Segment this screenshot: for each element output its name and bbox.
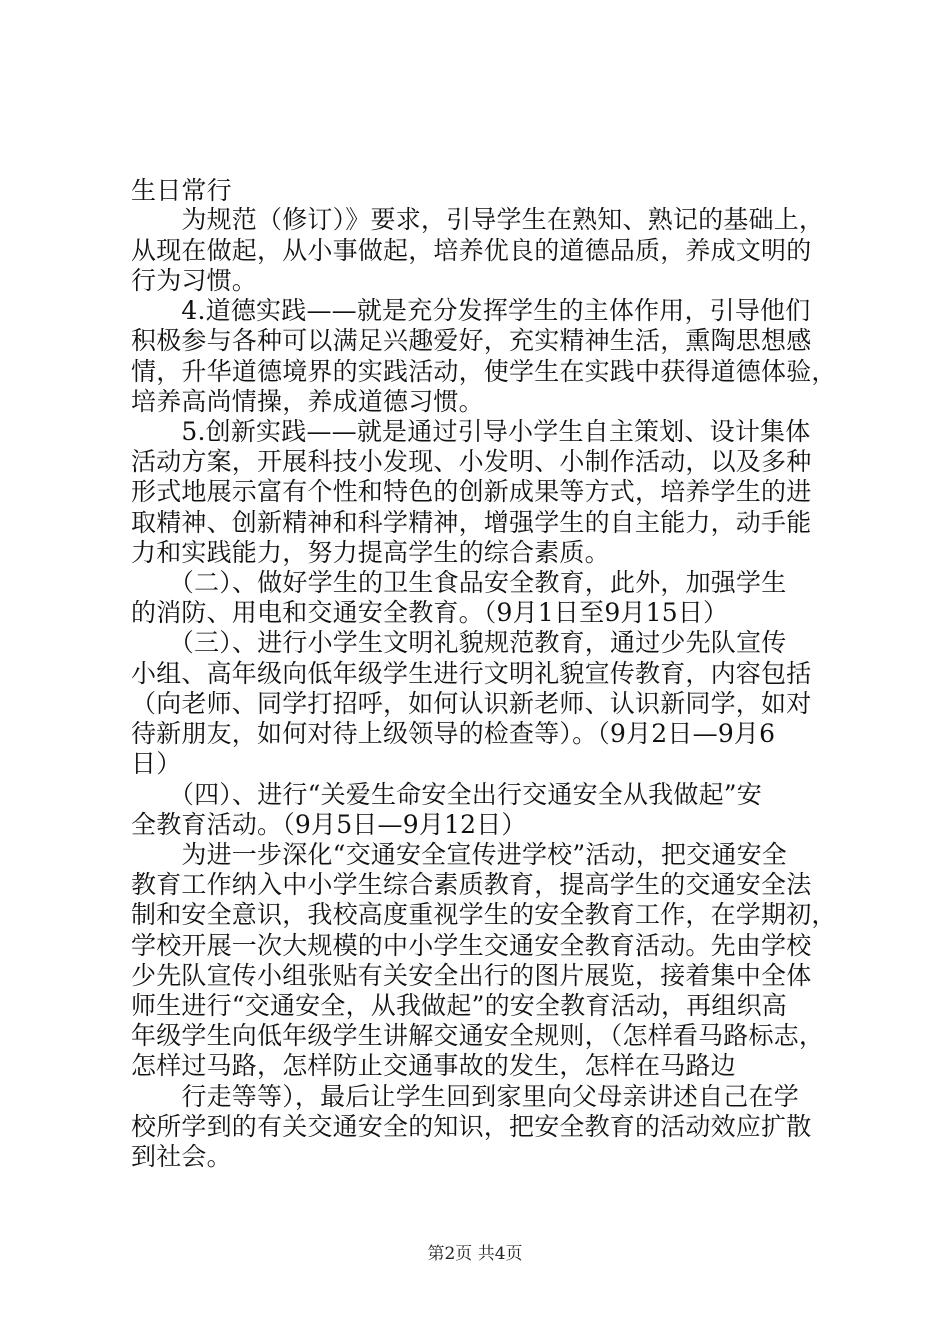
- text-line-25: 制和安全意识，我校高度重视学生的安全教育工作，在学期初，: [131, 900, 837, 929]
- text-line-30: 怎样过马路，怎样防止交通事故的发生，怎样在马路边: [131, 1051, 736, 1080]
- text-line-1: 生日常行: [131, 176, 232, 205]
- text-line-14: （二）、做好学生的卫生食品安全教育，此外，加强学生: [131, 568, 787, 597]
- text-line-3: 从现在做起，从小事做起，培养优良的道德品质，养成文明的: [131, 236, 812, 265]
- text-line-21: （四）、进行“关爱生命安全出行交通安全从我做起”安: [131, 780, 762, 809]
- text-line-2: 为规范（修订）》要求，引导学生在熟知、熟记的基础上，: [131, 205, 825, 234]
- text-line-4: 行为习惯。: [131, 266, 258, 295]
- text-line-5: 4.道德实践——就是充分发挥学生的主体作用，引导他们: [131, 296, 811, 325]
- text-line-17: 小组、高年级向低年级学生进行文明礼貌宣传教育，内容包括: [131, 659, 812, 688]
- text-line-15: 的消防、用电和交通安全教育。（9月1日至9月15日）: [131, 598, 729, 627]
- text-line-11: 形式地展示富有个性和特色的创新成果等方式，培养学生的进: [131, 477, 812, 506]
- text-line-8: 培养高尚情操，养成道德习惯。: [131, 387, 484, 416]
- text-line-6: 积极参与各种可以满足兴趣爱好，充实精神生活，熏陶思想感: [131, 326, 812, 355]
- text-line-22: 全教育活动。（9月5日—9月12日）: [131, 810, 527, 839]
- text-line-16: （三）、进行小学生文明礼貌规范教育，通过少先队宣传: [131, 628, 787, 657]
- text-line-9: 5.创新实践——就是通过引导小学生自主策划、设计集体: [131, 417, 811, 446]
- text-line-10: 活动方案，开展科技小发现、小发明、小制作活动，以及多种: [131, 447, 812, 476]
- text-line-12: 取精神、创新精神和科学精神，增强学生的自主能力，动手能: [131, 508, 812, 537]
- text-line-19: 待新朋友，如何对待上级领导的检查等）。（9月2日—9月6: [131, 719, 776, 748]
- text-line-32: 校所学到的有关交通安全的知识，把安全教育的活动效应扩散: [131, 1112, 812, 1141]
- text-line-27: 少先队宣传小组张贴有关安全出行的图片展览，接着集中全体: [131, 961, 812, 990]
- text-line-28: 师生进行“交通安全，从我做起”的安全教育活动，再组织高: [131, 991, 787, 1020]
- page-footer: 第2页 共4页: [427, 1244, 523, 1264]
- text-line-13: 力和实践能力，努力提高学生的综合素质。: [131, 538, 610, 567]
- text-line-33: 到社会。: [131, 1142, 232, 1171]
- text-line-31: 行走等等），最后让学生回到家里向父母亲讲述自己在学: [131, 1082, 799, 1111]
- text-line-23: 为进一步深化“交通安全宣传进学校”活动，把交通安全: [131, 840, 787, 869]
- text-line-29: 年级学生向低年级学生讲解交通安全规则，（怎样看马路标志，: [131, 1021, 825, 1050]
- text-line-24: 教育工作纳入中小学生综合素质教育，提高学生的交通安全法: [131, 870, 812, 899]
- text-line-26: 学校开展一次大规模的中小学生交通安全教育活动。先由学校: [131, 931, 812, 960]
- text-line-20: 日）: [131, 749, 182, 778]
- text-line-18: （向老师、同学打招呼，如何认识新老师、认识新同学，如对: [131, 689, 812, 718]
- text-line-7: 情，升华道德境界的实践活动，使学生在实践中获得道德体验，: [131, 357, 837, 386]
